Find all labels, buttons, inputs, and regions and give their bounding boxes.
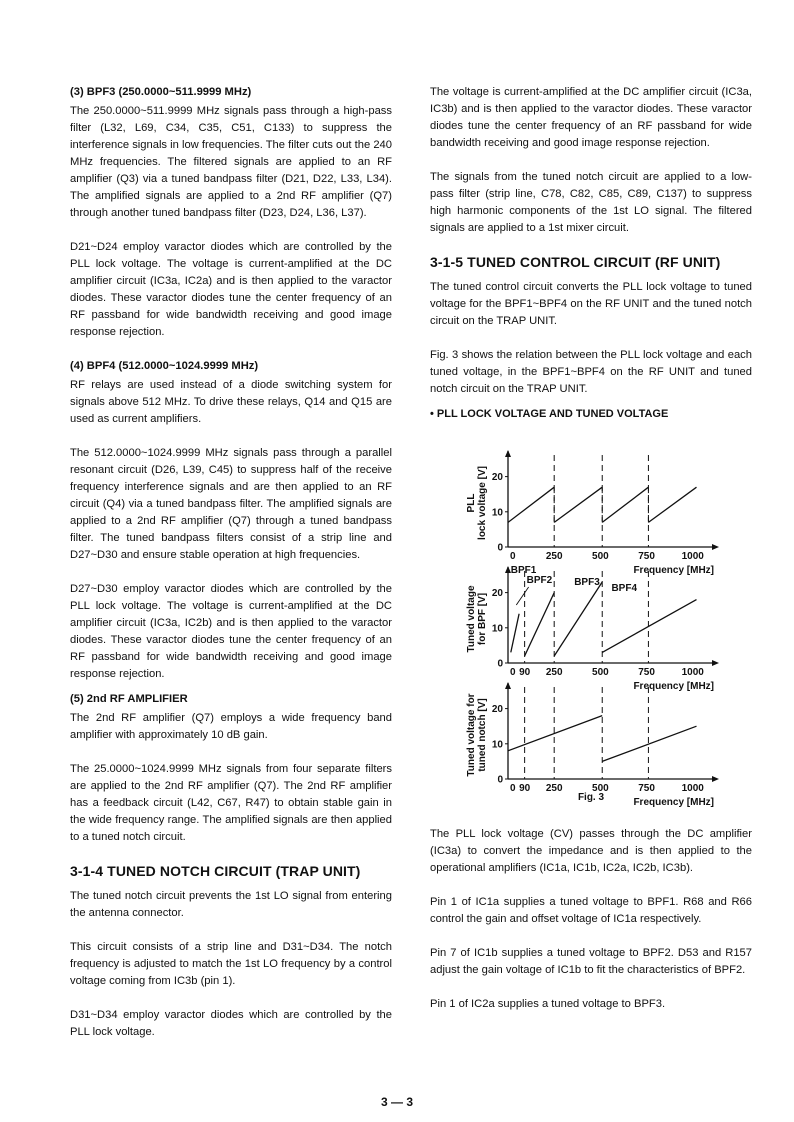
chart0-y-label-line: lock voltage [V] xyxy=(477,466,488,540)
bpf3-paragraph-2: D21~D24 employ varactor diodes which are controlled by the PLL lock voltage. The voltage is current-amplified at the DC amplifier circuit (IC3a, IC2a) and is then applied to the varactor diodes. These varactor diodes tune the center frequency of an RF passband for wide bandwidth receiving and good image response rejection. xyxy=(70,241,392,338)
chart2-y-arrow xyxy=(505,682,511,689)
chart1-label-bpf3: BPF3 xyxy=(574,577,600,588)
chart0-x-tick-label: 1000 xyxy=(681,551,704,562)
chart0-x-tick-label: 500 xyxy=(592,551,609,562)
chart2-series-segment1 xyxy=(508,716,602,751)
chart0-y-arrow xyxy=(505,450,511,457)
chart2-y-label xyxy=(466,693,488,776)
chart1-series-bpf1 xyxy=(511,614,519,653)
chart1-y-tick-label: 0 xyxy=(497,658,503,670)
chart0-y-label-line: PLL xyxy=(466,493,477,513)
chart1-y-label xyxy=(466,585,488,652)
chart2-y-tick-label: 0 xyxy=(497,774,503,786)
chart1-y-label-line: Tuned voltage xyxy=(466,585,477,653)
chart2-x-tick-label: 1000 xyxy=(681,783,704,794)
right-paragraph-1: The voltage is current-amplified at the DC amplifier circuit (IC3a, IC3b) and is then applied to the varactor diodes. These varactor diodes tune the center frequency of an RF passband for wide bandwidth receiving and good image response rejection. xyxy=(430,86,752,149)
chart0-series-segment3 xyxy=(602,487,648,522)
chart0-y-tick-label: 20 xyxy=(491,472,503,484)
bpf3-heading: (3) BPF3 (250.0000~511.9999 MHz) xyxy=(70,86,252,98)
chart1-x-tick-label: 750 xyxy=(638,667,655,678)
chart1-label-bpf1: BPF1 xyxy=(510,565,537,576)
right-paragraph-4: Fig. 3 shows the relation between the PLL lock voltage and each tuned voltage, in the BPF1~BPF4 on the RF UNIT and tuned notch circuit on the TRAP UNIT. xyxy=(430,349,752,395)
right-paragraph-7: Pin 7 of IC1b supplies a tuned voltage to BPF2. D53 and R157 adjust the gain voltage of IC1b to fit the characteristics of BPF2. xyxy=(430,947,752,976)
chart0-y-tick-label: 0 xyxy=(497,542,503,554)
rf2-paragraph-2: The 25.0000~1024.9999 MHz signals from four separate filters are applied to the 2nd RF amplifier (Q7). The 2nd RF amplifier has a feedback circuit (L42, C67, R47) to obtain stable gain in the wide frequency range. The amplified signals are then applied to a tuned notch circuit. xyxy=(70,763,392,843)
right-paragraph-6: Pin 1 of IC1a supplies a tuned voltage to BPF1. R68 and R66 control the gain and offset voltage of IC1a respectively. xyxy=(430,896,752,925)
right-paragraph-3: The tuned control circuit converts the PLL lock voltage to tuned voltage for the BPF1~BPF4 on the RF UNIT and the tuned notch circuit on the TRAP UNIT. xyxy=(430,281,752,327)
figure-caption: Fig. 3 xyxy=(577,792,605,803)
chart0-x-label: Frequency [MHz] xyxy=(633,565,714,576)
rf2-paragraph-1: The 2nd RF amplifier (Q7) employs a wide frequency band amplifier with approximately 10 dB gain. xyxy=(70,712,392,741)
chart0-series-segment1 xyxy=(508,487,554,522)
chart2-x-tick-label: 0 xyxy=(510,783,516,794)
chart1-y-tick-label: 10 xyxy=(491,623,503,635)
chart0-series-segment2 xyxy=(554,487,602,522)
chart1-bpf2-pointer xyxy=(516,587,528,605)
chart1-y-tick-label: 20 xyxy=(491,588,503,600)
chart1-label-bpf4: BPF4 xyxy=(611,583,638,594)
chart2-x-arrow xyxy=(712,776,719,782)
notch-heading: 3-1-4 TUNED NOTCH CIRCUIT (TRAP UNIT) xyxy=(70,863,361,879)
left-column xyxy=(70,84,392,1058)
page-number: 3 — 3 xyxy=(380,1095,413,1109)
bpf4-paragraph-2: The 512.0000~1024.9999 MHz signals pass through a parallel resonant circuit (D26, L39, C45) to suppress half of the receive frequency interference signals and are then applied to an RF circuit (Q4) via a tuned bandpass filter. The amplified signals are applied to a 2nd RF amplifier (Q7) through a tuned bandpass filter. The tuned bandpass filters consist of a strip line and D27~D30 and ensure stable operation at high frequencies. xyxy=(70,447,392,561)
chart0-x-tick-label: 750 xyxy=(638,551,655,562)
chart1-label-bpf2: BPF2 xyxy=(526,575,553,586)
notch-paragraph-1: The tuned notch circuit prevents the 1st LO signal from entering the antenna connector. xyxy=(70,890,392,919)
chart1-y-label-line: for BPF [V] xyxy=(477,592,488,646)
chart0-x-tick-label: 250 xyxy=(545,551,563,562)
chart2-x-tick-label: 500 xyxy=(592,783,609,794)
chart1-x-tick-label: 0 xyxy=(510,667,516,678)
chart0-series-segment4 xyxy=(648,487,696,522)
chart2-y-label-line: tuned notch [V] xyxy=(477,698,488,772)
chart1-x-label: Frequency [MHz] xyxy=(633,681,714,692)
right-paragraph-2: The signals from the tuned notch circuit are applied to a low-pass filter (strip line, C78, C82, C85, C89, C137) to suppress high harmonic components of the 1st LO signal. The filtered signals are applied to a 1st mixer circuit. xyxy=(430,171,752,234)
chart1-x-tick-label: 250 xyxy=(545,667,563,678)
chart2-x-tick-label: 90 xyxy=(519,783,531,794)
chart0-y-tick-label: 10 xyxy=(491,507,503,519)
right-paragraph-5: The PLL lock voltage (CV) passes through the DC amplifier (IC3a) to convert the impedance and is then applied to the operational amplifiers (IC1a, IC1b, IC2a, IC2b, IC3b). xyxy=(430,828,752,874)
chart1-series-bpf3 xyxy=(554,582,602,656)
chart0-x-arrow xyxy=(712,544,719,550)
chart2-x-tick-label: 750 xyxy=(638,783,655,794)
chart1-series-bpf4 xyxy=(602,600,696,653)
bpf4-paragraph-3: D27~D30 employ varactor diodes which are controlled by the PLL lock voltage. The voltage is current-amplified at the DC amplifier circuit (IC3a, IC2b) and is then applied to the varactor diodes. These varactor diodes tune the center frequency of an RF passband for wide bandwidth receiving and good image response rejection. xyxy=(70,583,392,680)
bpf4-heading: (4) BPF4 (512.0000~1024.9999 MHz) xyxy=(70,360,259,372)
chart2-y-tick-label: 20 xyxy=(491,704,503,716)
right-column xyxy=(430,84,752,1030)
right-paragraph-8: Pin 1 of IC2a supplies a tuned voltage to BPF3. xyxy=(430,998,666,1010)
chart0-y-label xyxy=(466,466,488,540)
notch-paragraph-3: D31~D34 employ varactor diodes which are controlled by the PLL lock voltage. xyxy=(70,1009,392,1038)
chart2-y-tick-label: 10 xyxy=(491,739,503,751)
notch-paragraph-2: This circuit consists of a strip line and D31~D34. The notch frequency is adjusted to match the 1st LO frequency by a control voltage coming from IC3b (pin 1). xyxy=(70,941,392,987)
bpf4-paragraph-1: RF relays are used instead of a diode switching system for signals above 512 MHz. To drive these relays, Q14 and Q15 are used as current amplifiers. xyxy=(70,379,392,425)
chart2-series-segment2 xyxy=(602,726,696,761)
chart1-x-tick-label: 90 xyxy=(519,667,531,678)
chart1-series-bpf2 xyxy=(525,593,555,656)
bpf3-paragraph-1: The 250.0000~511.9999 MHz signals pass through a high-pass filter (L32, L69, C34, C35, C51, C133) to suppress the interference signals in low frequencies. The filter cuts out the 240 MHz frequencies. The filtered signals are applied to an RF amplifier (Q3) via a tuned bandpass filter (D21, D22, L33, L34). The amplified signals are applied to a 2nd RF amplifier (Q7) through another tuned bandpass filter (D23, D24, L36, L37). xyxy=(70,105,392,219)
chart1-x-tick-label: 500 xyxy=(592,667,609,678)
rf2-heading: (5) 2nd RF AMPLIFIER xyxy=(70,693,188,705)
chart0-x-tick-label: 0 xyxy=(510,551,516,562)
chart2-x-label: Frequency [MHz] xyxy=(633,797,714,808)
chart2-x-tick-label: 250 xyxy=(545,783,563,794)
tuned-control-heading: 3-1-5 TUNED CONTROL CIRCUIT (RF UNIT) xyxy=(430,254,721,270)
chart1-x-arrow xyxy=(712,660,719,666)
pll-figure-heading: • PLL LOCK VOLTAGE AND TUNED VOLTAGE xyxy=(430,408,669,420)
chart1-x-tick-label: 1000 xyxy=(681,667,704,678)
chart2-y-label-line: Tuned voltage for xyxy=(466,693,477,777)
